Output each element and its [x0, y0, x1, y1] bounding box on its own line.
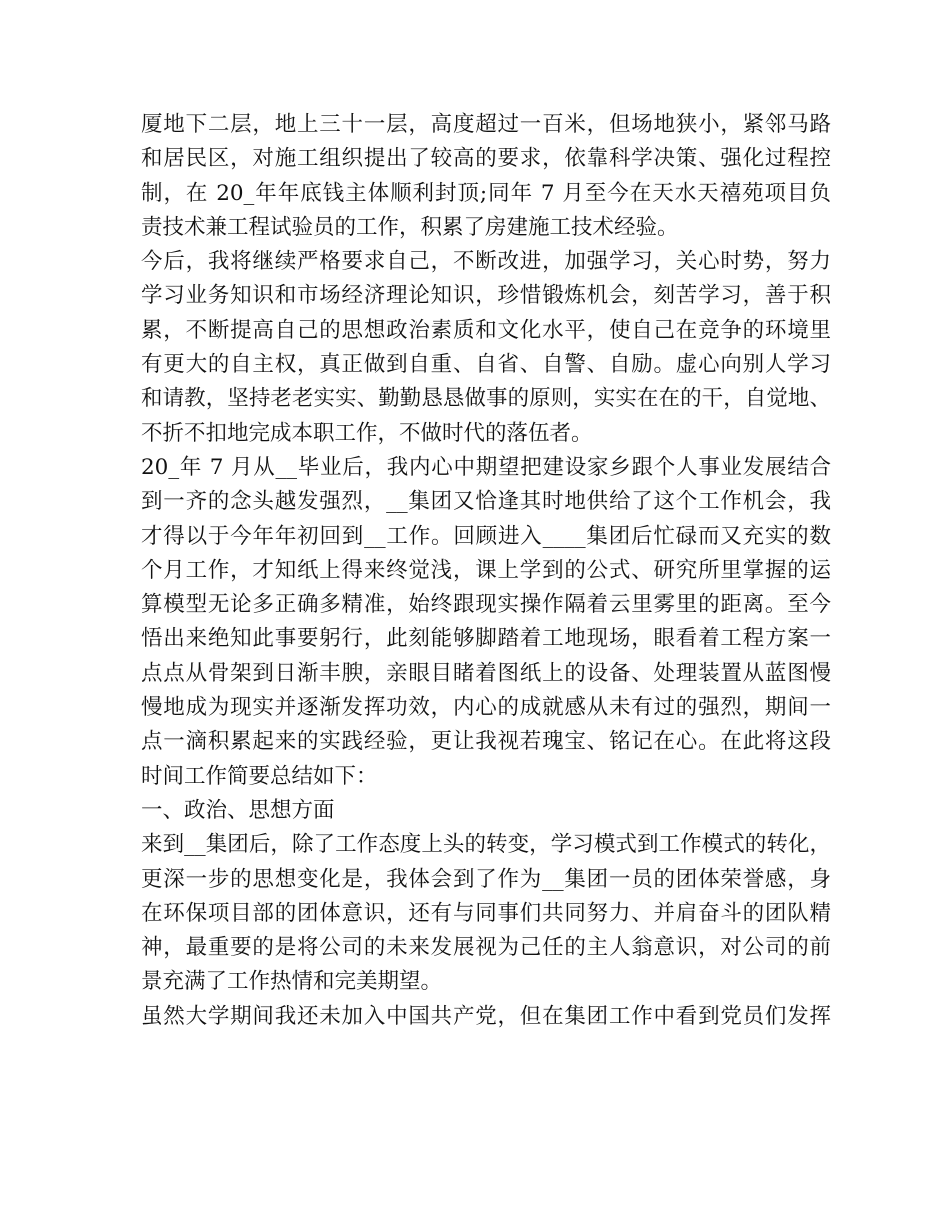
text-line: 神，最重要的是将公司的未来发展视为己任的主人翁意识，对公司的前 — [141, 935, 831, 961]
text-line: 景充满了工作热情和完美期望。 — [141, 969, 443, 995]
text-line: 和请教，坚持老老实实、勤勤恳恳做事的原则，实实在在的干，自觉地、 — [141, 386, 831, 412]
text-line: 和居民区，对施工组织提出了较高的要求，依靠科学决策、强化过程控 — [141, 146, 831, 172]
text-line: 才得以于今年年初回到__工作。回顾进入____集团后忙碌而又充实的数 — [141, 523, 831, 549]
text-line: 20_年 7 月从__毕业后，我内心中期望把建设家乡跟个人事业发展结合 — [141, 454, 831, 480]
text-line: 今后，我将继续严格要求自己，不断改进，加强学习，关心时势，努力 — [141, 249, 831, 275]
text-line: 到一齐的念头越发强烈，__集团又恰逢其时地供给了这个工作机会，我 — [141, 489, 831, 515]
text-line: 算模型无论多正确多精准，始终跟现实操作隔着云里雾里的距离。至今 — [141, 592, 831, 618]
document-body — [141, 108, 831, 1034]
text-line: 来到__集团后，除了工作态度上头的转变，学习模式到工作模式的转化， — [141, 832, 831, 858]
text-line: 责技术兼工程试验员的工作，积累了房建施工技术经验。 — [141, 214, 679, 240]
text-line: 厦地下二层，地上三十一层，高度超过一百米，但场地狭小，紧邻马路 — [141, 112, 831, 137]
text-line: 时间工作简要总结如下： — [141, 763, 378, 789]
text-line: 不折不扣地完成本职工作，不做时代的落伍者。 — [141, 420, 593, 446]
text-line: 更深一步的思想变化是，我体会到了作为__集团一员的团体荣誉感，身 — [141, 866, 831, 892]
text-line: 虽然大学期间我还未加入中国共产党，但在集团工作中看到党员们发挥 — [141, 1003, 831, 1029]
text-line: 慢地成为现实并逐渐发挥功效，内心的成就感从未有过的强烈，期间一 — [141, 695, 831, 721]
text-line: 点点从骨架到日渐丰腴，亲眼目睹着图纸上的设备、处理装置从蓝图慢 — [141, 660, 831, 686]
text-line: 个月工作，才知纸上得来终觉浅，课上学到的公式、研究所里掌握的运 — [141, 557, 831, 583]
section-heading: 一、政治、思想方面 — [141, 797, 335, 823]
text-line: 有更大的自主权，真正做到自重、自省、自警、自励。虚心向别人学习 — [141, 352, 831, 378]
text-line: 学习业务知识和市场经济理论知识，珍惜锻炼机会，刻苦学习，善于积 — [141, 283, 831, 309]
text-line: 悟出来绝知此事要躬行，此刻能够脚踏着工地现场，眼看着工程方案一 — [141, 626, 831, 652]
text-line: 点一滴积累起来的实践经验，更让我视若瑰宝、铭记在心。在此将这段 — [141, 729, 831, 755]
text-line: 制，在 20_年年底钱主体顺利封顶;同年 7 月至今在天水天禧苑项目负 — [141, 180, 831, 206]
text-line: 累，不断提高自己的思想政治素质和文化水平，使自己在竞争的环境里 — [141, 317, 831, 343]
text-line: 在环保项目部的团体意识，还有与同事们共同努力、并肩奋斗的团队精 — [141, 900, 831, 926]
